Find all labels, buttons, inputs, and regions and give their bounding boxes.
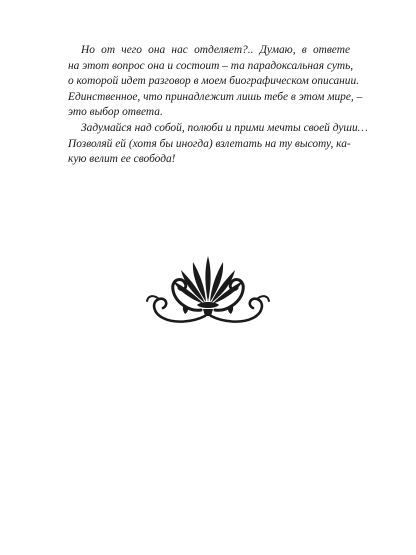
text-line: на этот вопрос она и состоит – та парадоксальная суть, — [68, 59, 354, 72]
text-line: о которой идет разговор в моем биографическом описании. — [68, 75, 360, 88]
paragraph-2 — [68, 121, 368, 168]
text-line: Но от чего она нас отделяет?.. Думаю, в ответе — [81, 44, 350, 56]
text-line: Единственное, что принадлежит лишь тебе в этом мире, – — [68, 90, 363, 103]
text-line: кую велит ее свобода! — [68, 153, 176, 166]
palmette-ornament-icon — [145, 252, 271, 328]
paragraph-1 — [68, 43, 363, 121]
text-line: это выбор ответа. — [68, 106, 163, 119]
text-line: Позволяй ей (хотя бы иногда) взлетать на ту высоту, ка- — [68, 137, 351, 150]
body-text — [68, 43, 368, 168]
text-line: Задумайся над собой, полюби и прими мечты своей души… — [81, 121, 368, 134]
